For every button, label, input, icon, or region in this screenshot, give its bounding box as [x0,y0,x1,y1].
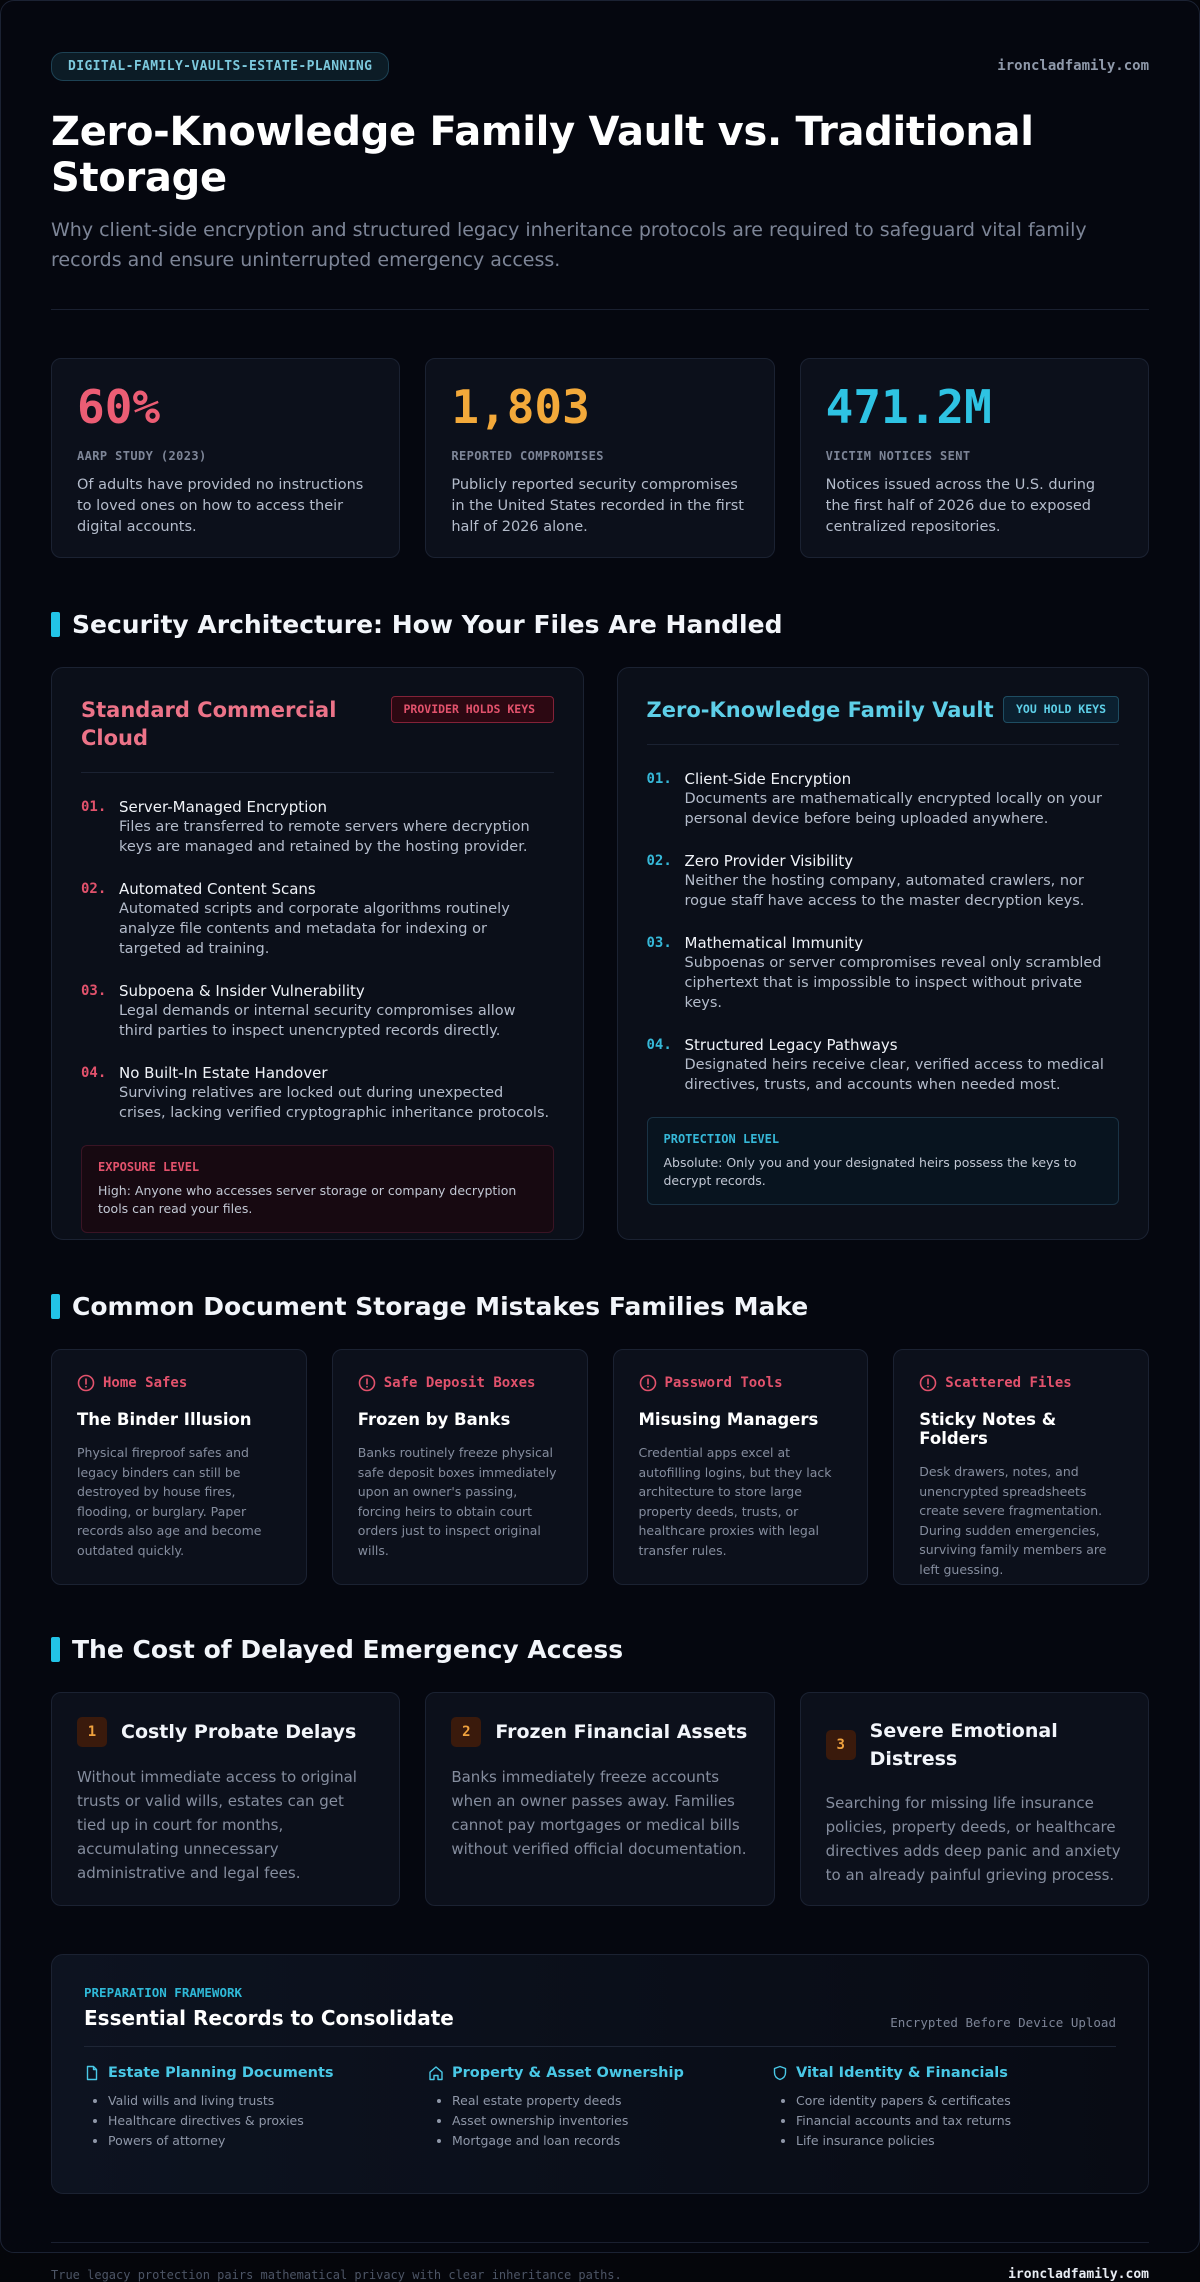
section-title: Security Architecture: How Your Files Are Handled [72,610,783,639]
item-description: Neither the hosting company, automated crawlers, nor rogue staff have access to the master decryption keys. [684,873,1085,909]
item-description: Files are transferred to remote servers where decryption keys are managed and retained by the hosting provider. [119,819,530,855]
mistake-category: Password Tools [664,1375,783,1391]
section-accent-bar [51,1294,60,1319]
risk-list [81,797,554,1123]
level-text: High: Anyone who accesses server storage or company decryption tools can read your files. [98,1183,517,1216]
list-item: • Life insurance policies [796,2131,1116,2151]
footer-domain-link[interactable]: ironcladfamily.com [1008,2267,1149,2282]
item-number: 01. [81,799,107,815]
list-item [647,851,1120,911]
list-item: • Real estate property deeds [452,2091,772,2111]
list-item [81,797,554,857]
list-item: • Powers of attorney [108,2131,428,2151]
alert-circle-icon [358,1374,376,1392]
shield-icon [772,2065,788,2081]
list-item: • Valid wills and living trusts [108,2091,428,2111]
card-header [81,696,554,773]
mistake-card [332,1349,588,1585]
item-number: 04. [646,1037,672,1053]
framework-kicker: PREPARATION FRAMEWORK [84,1985,243,2000]
stat-value: 471.2M [825,380,992,434]
mistake-title: The Binder Illusion [77,1410,252,1429]
framework-column [84,2065,428,2151]
alert-circle-icon [639,1374,657,1392]
cost-description: Searching for missing life insurance policies, property deeds, or healthcare directives adds deep panic and anxiety to an already painful grieving process. [825,1794,1121,1884]
mistakes-section-heading [51,1292,1149,1321]
protection-list [647,769,1120,1095]
item-description: Designated heirs receive clear, verified access to medical directives, trusts, and accounts when needed most. [684,1057,1104,1093]
item-title: Automated Content Scans [119,880,316,898]
item-number: 03. [81,983,107,999]
cost-card [800,1692,1149,1906]
item-number: 03. [646,935,672,951]
stats-row [51,358,1149,558]
stat-card [425,358,774,558]
mistake-category: Safe Deposit Boxes [383,1375,536,1391]
framework-column [772,2065,1116,2151]
architecture-comparison [51,667,1149,1240]
costs-grid [51,1692,1149,1906]
protection-level-box [647,1117,1120,1205]
architecture-section-heading [51,610,1149,639]
mistake-description: Banks routinely freeze physical safe deposit boxes immediately upon an owner's passing, forcing heirs to obtain court orders just to inspect original wills. [357,1445,557,1558]
header-divider [51,309,1149,310]
zero-knowledge-vault-card [617,667,1150,1240]
card-title: Standard Commercial Cloud [81,698,337,750]
footer-note: True legacy protection pairs mathematical privacy with clear inheritance paths. [51,2267,622,2282]
item-title: Structured Legacy Pathways [684,1036,898,1054]
stat-card [800,358,1149,558]
list-item: • Asset ownership inventories [452,2111,772,2131]
list-item [81,981,554,1041]
item-description: Documents are mathematically encrypted locally on your personal device before being uploaded anywhere. [684,791,1103,827]
mistake-card [613,1349,869,1585]
mistake-card [893,1349,1149,1585]
list-item [647,933,1120,1013]
item-title: No Built-In Estate Handover [119,1064,328,1082]
stat-description: Notices issued across the U.S. during the first half of 2026 due to exposed centralized repositories. [825,477,1096,535]
list-item [81,1063,554,1123]
mistake-title: Misusing Managers [638,1410,819,1429]
framework-note: Encrypted Before Device Upload [890,2015,1116,2030]
cost-number: 3 [826,1730,856,1760]
section-title: The Cost of Delayed Emergency Access [72,1635,624,1664]
item-number: 04. [81,1065,107,1081]
list-item [647,769,1120,829]
item-title: Client-Side Encryption [684,770,852,788]
stat-value: 1,803 [451,380,590,434]
level-label: PROTECTION LEVEL [663,1132,780,1146]
cost-title: Severe Emotional Distress [869,1720,1058,1770]
stat-card [51,358,400,558]
exposure-level-box [81,1145,554,1233]
level-text: Absolute: Only you and your designated heirs possess the keys to decrypt records. [663,1155,1077,1188]
item-title: Zero Provider Visibility [684,852,854,870]
alert-circle-icon [77,1374,95,1392]
mistake-category: Home Safes [103,1375,188,1391]
item-title: Mathematical Immunity [684,934,864,952]
item-description: Automated scripts and corporate algorithms routinely analyze file contents and metadata for indexing or targeted ad training. [119,901,510,957]
page-title: Zero-Knowledge Family Vault vs. Traditional Storage [51,109,1034,201]
stat-label: VICTIM NOTICES SENT [825,449,971,463]
cost-description: Without immediate access to original trusts or valid wills, estates can get tied up in court for months, accumulating unnecessary administrative and legal fees. [77,1768,357,1882]
topic-tag: DIGITAL-FAMILY-VAULTS-ESTATE-PLANNING [51,52,389,81]
mistake-description: Physical fireproof safes and legacy binders can still be destroyed by house fires, flooding, or burglary. Paper records also age and become outdated quickly. [77,1445,262,1558]
list-item: • Healthcare directives & proxies [108,2111,428,2131]
framework-column [428,2065,772,2151]
mistake-description: Credential apps excel at autofilling logins, but they lack architecture to store large property deeds, trusts, or healthcare proxies with legal transfer rules. [638,1445,832,1558]
cost-card [425,1692,774,1906]
stat-description: Of adults have provided no instructions to loved ones on how to access their digital accounts. [77,477,364,535]
list-item: • Mortgage and loan records [452,2131,772,2151]
item-description: Legal demands or internal security compromises allow third parties to inspect unencrypted records directly. [119,1003,516,1039]
column-title: Property & Asset Ownership [452,2065,684,2081]
mistake-title: Sticky Notes & Folders [919,1410,1057,1448]
stat-label: AARP STUDY (2023) [77,449,207,463]
mistakes-grid [51,1349,1149,1585]
cost-number: 2 [451,1717,481,1747]
mistake-category: Scattered Files [945,1375,1072,1391]
item-number: 02. [646,853,672,869]
section-title: Common Document Storage Mistakes Families Make [72,1292,809,1321]
list-item [81,879,554,959]
item-description: Subpoenas or server compromises reveal only scrambled ciphertext that is impossible to inspect without private keys. [684,955,1102,1011]
site-domain[interactable]: ironcladfamily.com [997,58,1149,74]
card-title: Zero-Knowledge Family Vault [646,698,994,722]
key-holder-badge: YOU HOLD KEYS [1003,696,1119,723]
item-number: 01. [646,771,672,787]
cost-title: Costly Probate Delays [121,1721,357,1743]
cost-number: 1 [77,1717,107,1747]
list-item: • Core identity papers & certificates [796,2091,1116,2111]
stat-description: Publicly reported security compromises in the United States recorded in the first half of 2026 alone. [451,477,744,535]
stat-label: REPORTED COMPROMISES [451,449,604,463]
alert-circle-icon [919,1374,937,1392]
footer [51,2267,1149,2282]
list-item [647,1035,1120,1095]
section-accent-bar [51,612,60,637]
cost-card [51,1692,400,1906]
item-title: Server-Managed Encryption [119,798,328,816]
costs-section-heading [51,1635,1149,1664]
footer-divider [51,2242,1149,2243]
section-accent-bar [51,1637,60,1662]
mistake-description: Desk drawers, notes, and unencrypted spreadsheets create severe fragmentation. During sudden emergencies, surviving family members are left guessing. [919,1464,1107,1577]
page-subtitle: Why client-side encryption and structured legacy inheritance protocols are required to safeguard vital family records and ensure uninterrupted emergency access. [51,219,1087,271]
document-icon [84,2065,100,2081]
cost-description: Banks immediately freeze accounts when an owner passes away. Families cannot pay mortgages or medical bills without verified official documentation. [451,1768,747,1858]
column-title: Estate Planning Documents [108,2065,334,2081]
list-item: • Financial accounts and tax returns [796,2111,1116,2131]
framework-title: Essential Records to Consolidate [84,2006,454,2030]
top-bar [51,51,1149,81]
item-title: Subpoena & Insider Vulnerability [119,982,365,1000]
item-number: 02. [81,881,107,897]
cost-title: Frozen Financial Assets [495,1721,748,1743]
level-label: EXPOSURE LEVEL [98,1160,200,1174]
column-title: Vital Identity & Financials [796,2065,1008,2081]
mistake-card [51,1349,307,1585]
item-description: Surviving relatives are locked out during unexpected crises, lacking verified cryptographic inheritance protocols. [119,1085,550,1121]
stat-value: 60% [77,380,161,434]
home-icon [428,2065,444,2081]
key-holder-badge: PROVIDER HOLDS KEYS [391,696,554,723]
commercial-cloud-card [51,667,584,1240]
mistake-title: Frozen by Banks [357,1410,511,1429]
preparation-framework-panel [51,1954,1149,2194]
framework-columns [84,2065,1116,2151]
card-header [647,696,1120,745]
